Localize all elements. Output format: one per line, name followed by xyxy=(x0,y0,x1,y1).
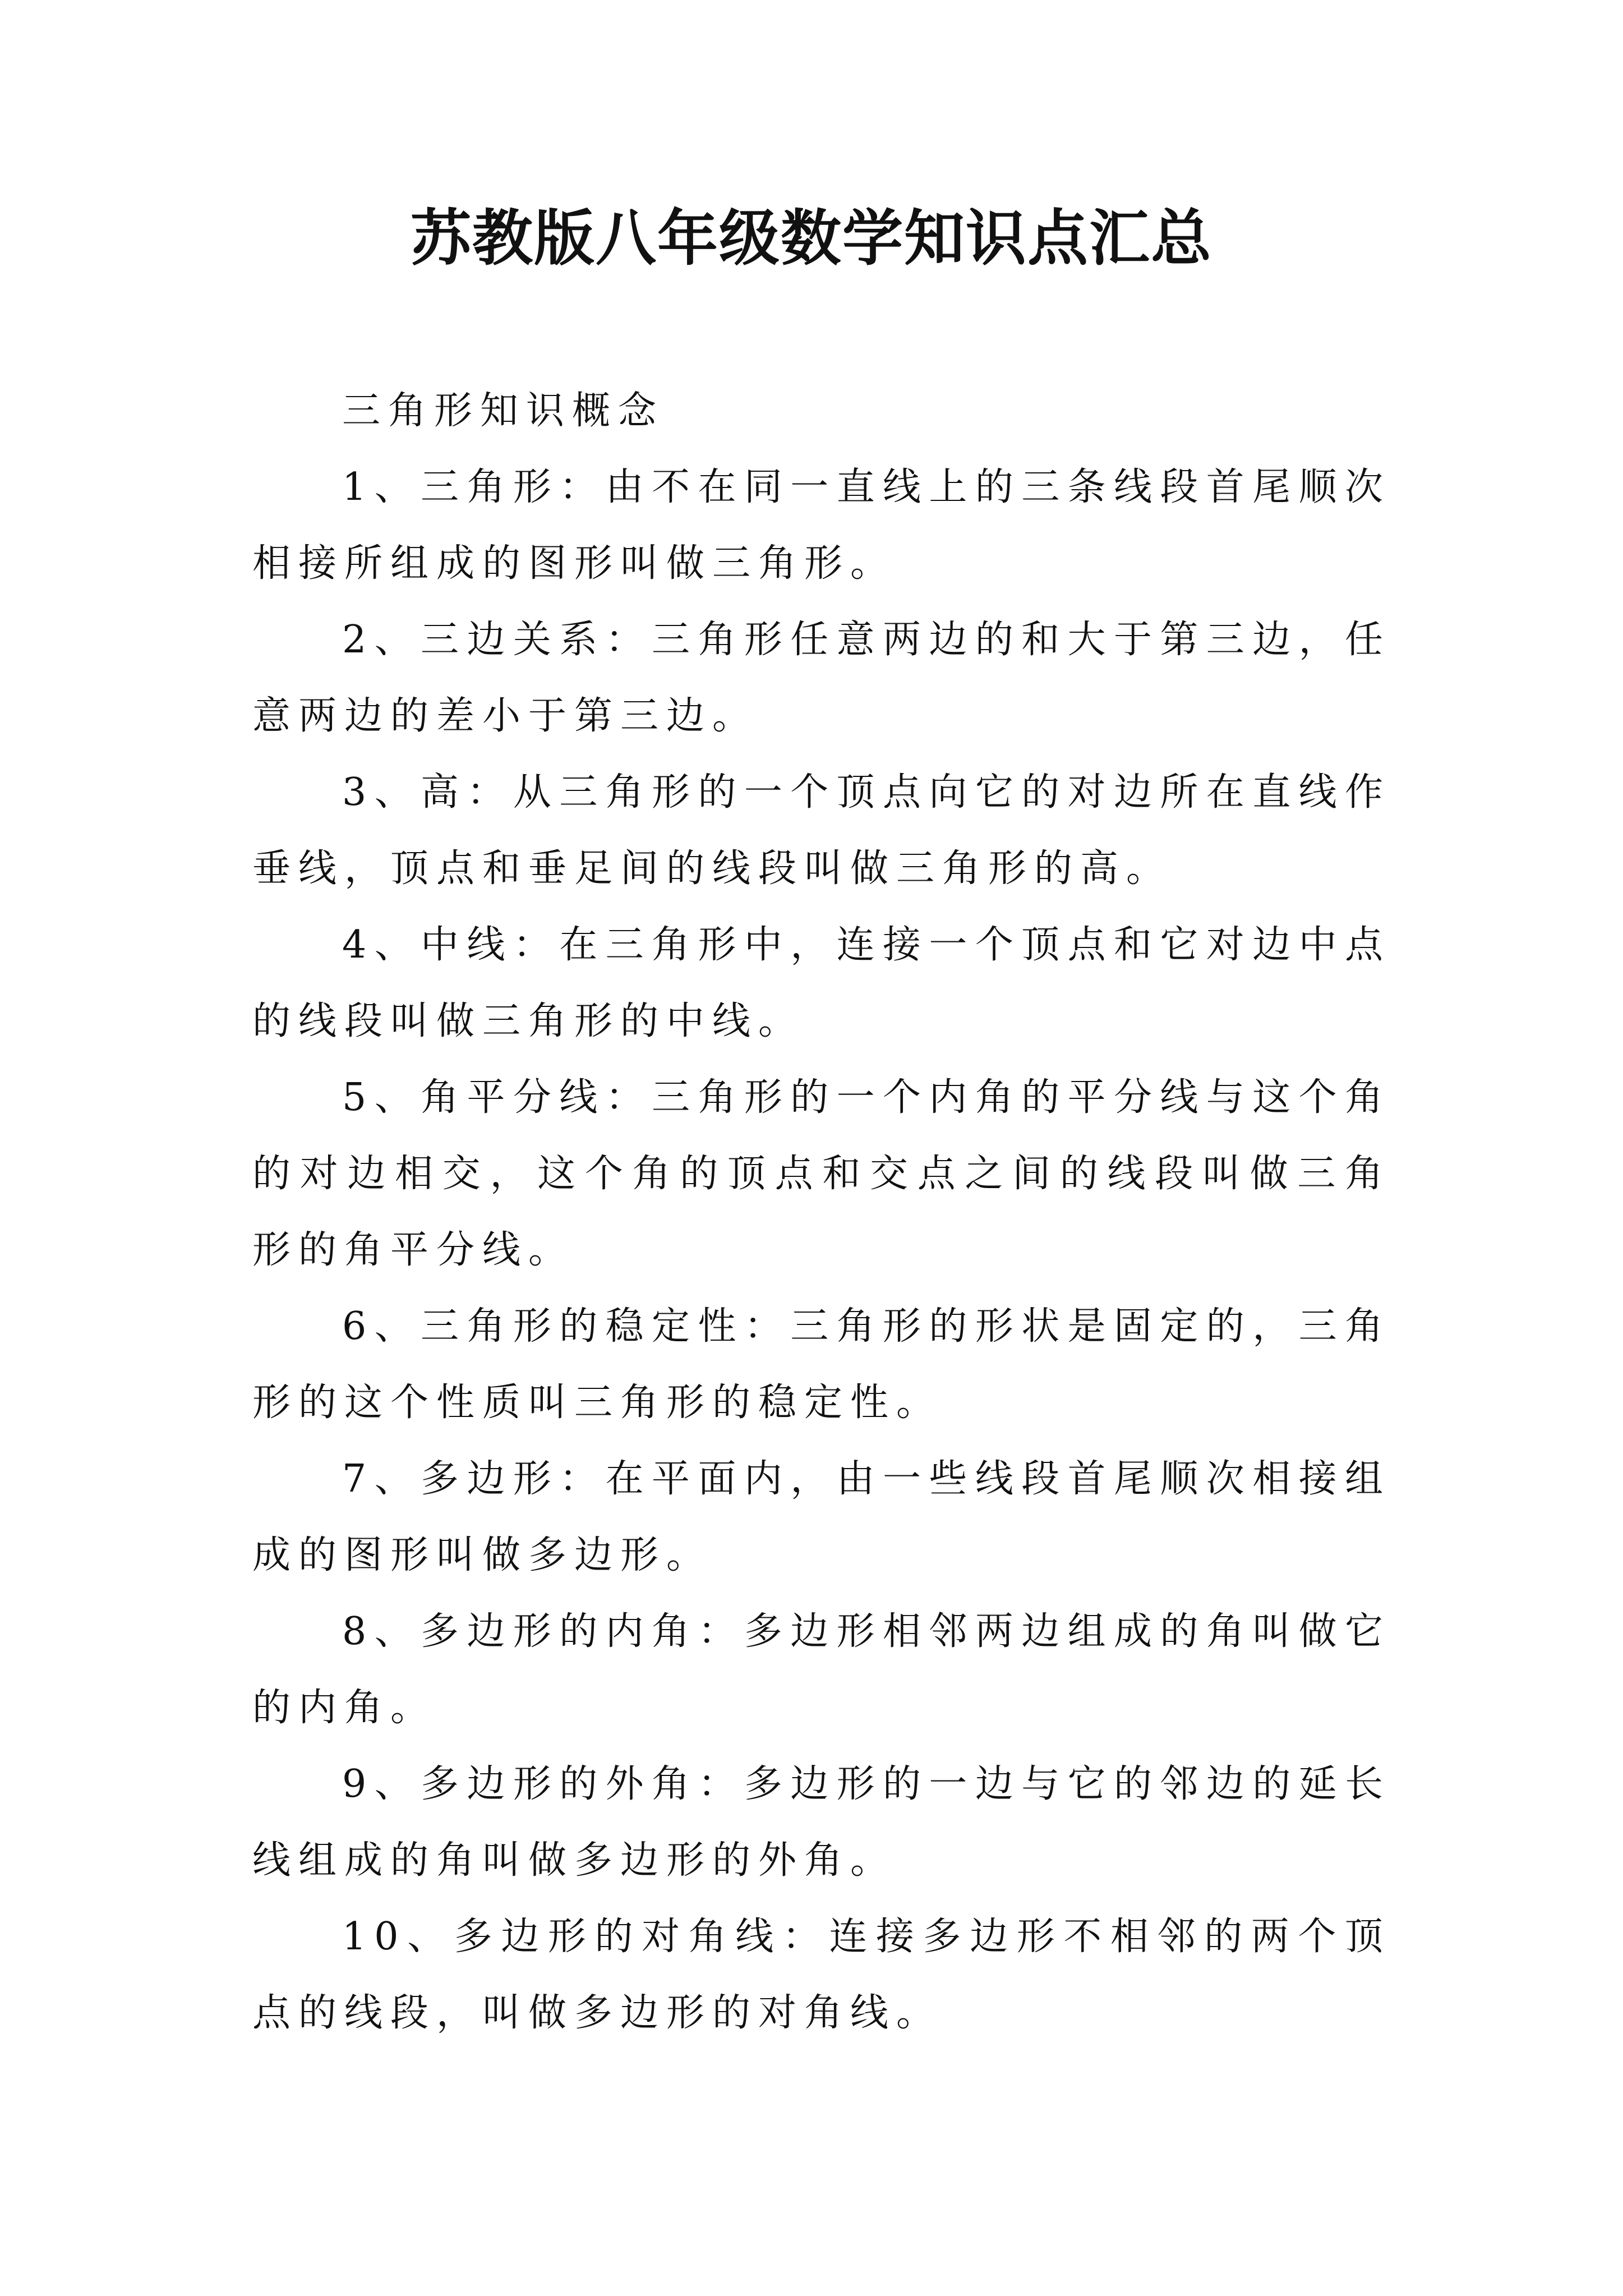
knowledge-item-10: 10、多边形的对角线：连接多边形不相邻的两个顶点的线段，叫做多边形的对角线。 xyxy=(252,1915,1391,2035)
knowledge-item-9: 9、多边形的外角：多边形的一边与它的邻边的延长线组成的角叫做多边形的外角。 xyxy=(252,1762,1391,1883)
knowledge-item-8: 8、多边形的内角：多边形相邻两边组成的角叫做它的内角。 xyxy=(252,1609,1391,1730)
knowledge-item-3: 3、高：从三角形的一个顶点向它的对边所在直线作垂线，顶点和垂足间的线段叫做三角形的高。 xyxy=(252,770,1391,891)
knowledge-item-1: 1、三角形：由不在同一直线上的三条线段首尾顺次相接所组成的图形叫做三角形。 xyxy=(252,465,1391,586)
section-title: 三角形知识概念 xyxy=(342,389,665,433)
document-title: 苏教版八年级数学知识点汇总 xyxy=(410,203,1212,274)
knowledge-item-7: 7、多边形：在平面内，由一些线段首尾顺次相接组成的图形叫做多边形。 xyxy=(252,1457,1391,1577)
knowledge-item-6: 6、三角形的稳定性：三角形的形状是固定的，三角形的这个性质叫三角形的稳定性。 xyxy=(252,1304,1391,1425)
document-body xyxy=(252,373,1391,2051)
knowledge-item-5: 5、角平分线：三角形的一个内角的平分线与这个角的对边相交，这个角的顶点和交点之间的线段叫做三角形的角平分线。 xyxy=(252,1075,1391,1272)
knowledge-item-4: 4、中线：在三角形中，连接一个顶点和它对边中点的线段叫做三角形的中线。 xyxy=(252,923,1391,1043)
knowledge-item-2: 2、三边关系：三角形任意两边的和大于第三边，任意两边的差小于第三边。 xyxy=(252,618,1391,738)
